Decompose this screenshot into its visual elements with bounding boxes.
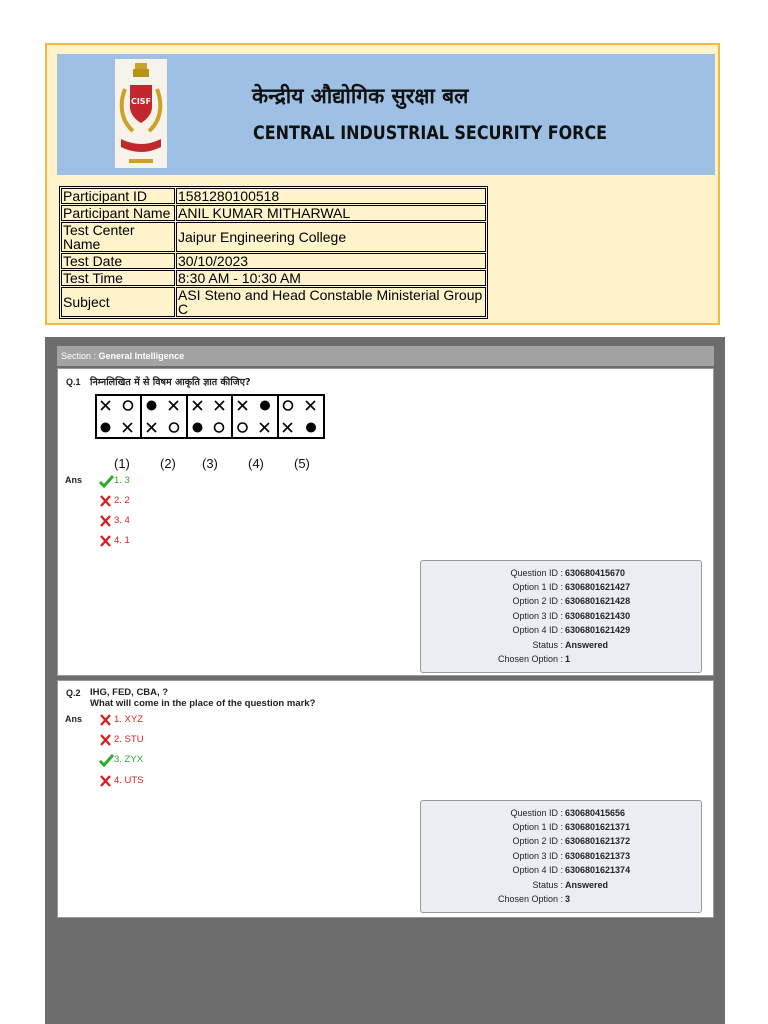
header-card — [45, 43, 720, 325]
question-card — [57, 368, 714, 676]
option-text: 2. STU — [114, 734, 144, 745]
check-icon — [98, 753, 114, 767]
meta-row: Option 1 ID : 6306801621371 — [512, 822, 631, 832]
meta-row: Question ID : 630680415670 — [510, 568, 626, 578]
table-row — [61, 287, 486, 317]
option-text: 1. XYZ — [114, 714, 144, 725]
meta-row: Chosen Option : 3 — [497, 894, 571, 904]
meta-row: Status : Answered — [532, 880, 609, 890]
figure-label: (2) — [160, 456, 176, 471]
table-row — [61, 270, 486, 286]
info-label: Test Date — [61, 253, 175, 269]
meta-row: Option 4 ID : 6306801621374 — [512, 865, 631, 875]
section-prefix: Section : — [61, 351, 97, 361]
response-panel — [45, 337, 725, 1024]
ans-label: Ans — [65, 475, 83, 485]
table-row — [61, 205, 486, 221]
table-row — [61, 188, 486, 204]
meta-row: Option 3 ID : 6306801621373 — [512, 851, 631, 861]
title-hindi: केन्द्रीय औद्योगिक सुरक्षा बल — [252, 84, 469, 108]
cross-icon — [98, 774, 114, 788]
question-text: निम्नलिखित में से विषम आकृति ज्ञात कीजिए? — [90, 377, 251, 388]
info-label: Participant Name — [61, 205, 175, 221]
meta-row: Question ID : 630680415656 — [510, 808, 626, 818]
figure-label: (5) — [294, 456, 310, 471]
meta-row: Chosen Option : 1 — [497, 654, 571, 664]
figure-label: (1) — [114, 456, 130, 471]
info-label: Subject — [61, 287, 175, 317]
question-meta-box — [420, 800, 702, 913]
section-header — [57, 346, 714, 366]
header-banner — [57, 54, 715, 175]
meta-row: Option 2 ID : 6306801621372 — [512, 836, 631, 846]
cross-icon — [98, 514, 114, 528]
option-text: 3. ZYX — [114, 754, 144, 765]
participant-info-table — [59, 186, 488, 319]
section-name: General Intelligence — [98, 351, 185, 361]
info-value: ASI Steno and Head Constable Ministerial Group C — [176, 287, 486, 317]
question-text: IHG, FED, CBA, ? — [90, 687, 169, 698]
question-subtext: What will come in the place of the question mark? — [90, 698, 316, 709]
option-text: 1. 3 — [114, 475, 130, 486]
question-meta-box — [420, 560, 702, 673]
title-english: CENTRAL INDUSTRIAL SECURITY FORCE — [253, 122, 608, 144]
cross-icon — [98, 534, 114, 548]
question-card — [57, 680, 714, 918]
table-row — [61, 253, 486, 269]
table-row — [61, 222, 486, 252]
figure-label: (3) — [202, 456, 218, 471]
option-text: 2. 2 — [114, 495, 130, 506]
check-icon — [98, 474, 114, 488]
info-label: Test Center Name — [61, 222, 175, 252]
info-value: 8:30 AM - 10:30 AM — [176, 270, 486, 286]
info-value: ANIL KUMAR MITHARWAL — [176, 205, 486, 221]
info-label: Participant ID — [61, 188, 175, 204]
meta-row: Status : Answered — [532, 640, 609, 650]
svg-text:CISF: CISF — [130, 97, 152, 106]
meta-row: Option 1 ID : 6306801621427 — [512, 582, 631, 592]
figure-label: (4) — [248, 456, 264, 471]
cross-icon — [98, 713, 114, 727]
cross-icon — [98, 494, 114, 508]
meta-row: Option 3 ID : 6306801621430 — [512, 611, 631, 621]
option-text: 3. 4 — [114, 515, 130, 526]
option-text: 4. 1 — [114, 535, 130, 546]
ans-label: Ans — [65, 714, 83, 724]
info-value: 1581280100518 — [176, 188, 486, 204]
info-value: Jaipur Engineering College — [176, 222, 486, 252]
info-label: Test Time — [61, 270, 175, 286]
question-figure — [95, 394, 327, 479]
option-text: 4. UTS — [114, 775, 144, 786]
question-number: Q.1 — [66, 377, 81, 387]
cross-icon — [98, 733, 114, 747]
meta-row: Option 2 ID : 6306801621428 — [512, 596, 631, 606]
question-number: Q.2 — [66, 688, 81, 698]
meta-row: Option 4 ID : 6306801621429 — [512, 625, 631, 635]
cisf-emblem-icon — [115, 59, 167, 168]
info-value: 30/10/2023 — [176, 253, 486, 269]
